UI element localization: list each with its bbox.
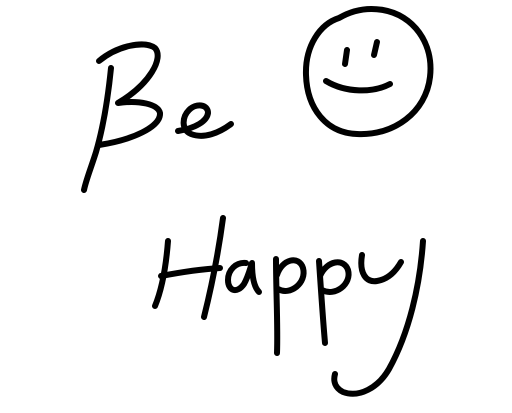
letter-p-second: [319, 261, 349, 343]
letter-b-stem: [84, 68, 111, 190]
letter-a: [228, 263, 259, 292]
word-happy: [155, 218, 423, 394]
smiley-mouth: [326, 81, 390, 90]
smiley-outline: [306, 9, 431, 134]
letter-e: [178, 105, 231, 135]
word-be: [84, 44, 231, 190]
smiley-face-icon: [306, 9, 431, 134]
smiley-right-eye: [374, 42, 377, 55]
letter-p-first: [276, 259, 304, 353]
smiley-left-eye: [345, 50, 347, 64]
